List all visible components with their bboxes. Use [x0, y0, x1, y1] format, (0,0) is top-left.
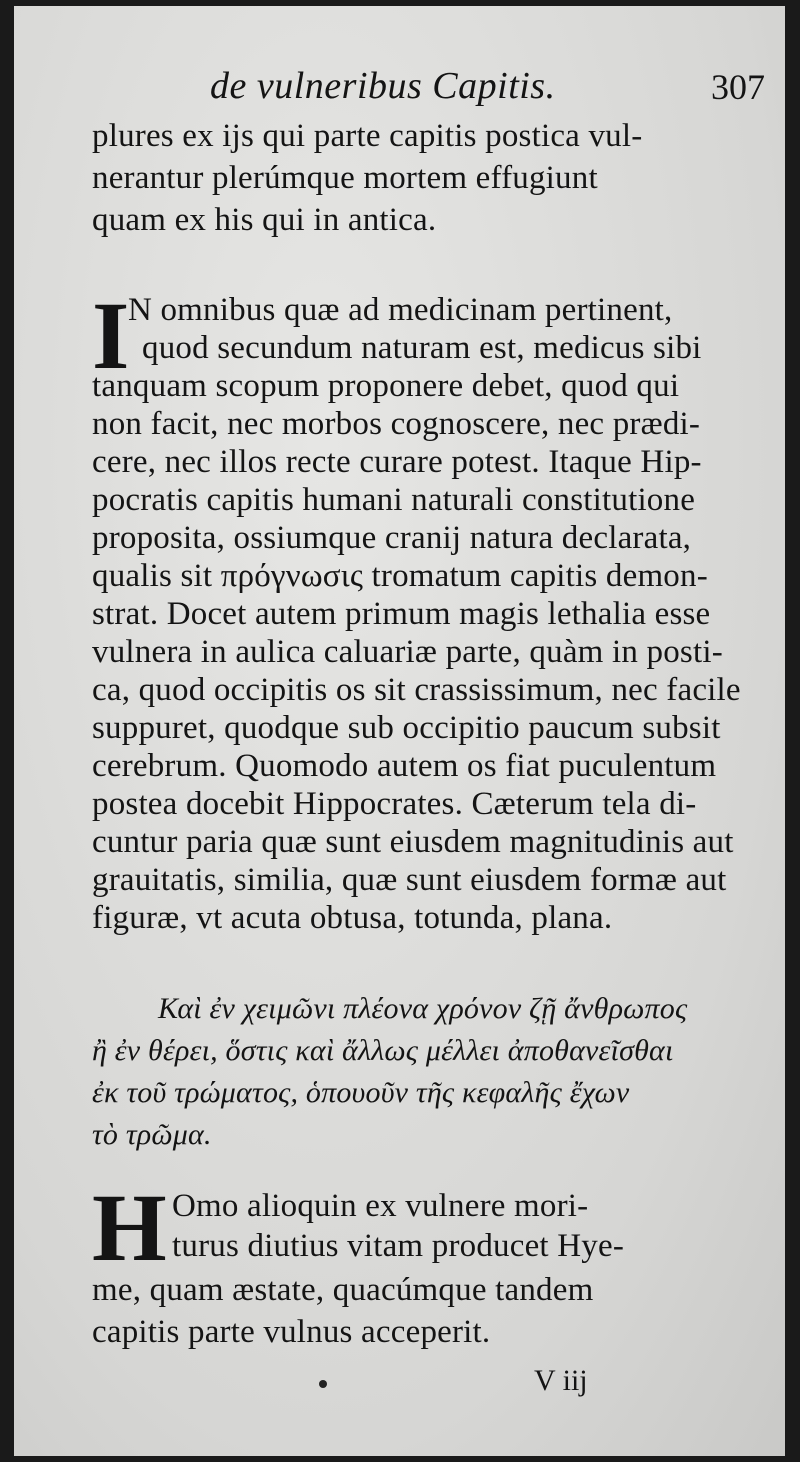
running-title: de vulneribus Capitis. [210, 65, 556, 107]
book-page [14, 6, 785, 1456]
text-line: qualis sit πρόγνωσις tromatum capitis demon- [92, 558, 708, 594]
text-line: Omo alioquin ex vulnere mori- [172, 1188, 589, 1224]
text-line: proposita, ossiumque cranij natura declarata, [92, 520, 692, 556]
text-line: ἢ ἐν θέρει, ὅστις καὶ ἄλλως μέλλει ἀποθανεῖσθαι [92, 1034, 674, 1067]
ink-dot [319, 1380, 327, 1388]
text-line: quod secundum naturam est, medicus sibi [142, 330, 702, 366]
text-line: nerantur plerúmque mortem effugiunt [92, 160, 598, 196]
text-line: τὸ τρῶμα. [92, 1118, 212, 1151]
page-number: 307 [711, 67, 765, 107]
text-line: quam ex his qui in antica. [92, 202, 437, 238]
text-line: vulnera in aulica caluariæ parte, quàm in posti- [92, 634, 723, 670]
text-line: cere, nec illos recte curare potest. Itaque Hip- [92, 444, 702, 480]
signature-mark: V iij [534, 1364, 588, 1397]
text-line: strat. Docet autem primum magis lethalia esse [92, 596, 711, 632]
text-line: cerebrum. Quomodo autem os fiat puculentum [92, 748, 717, 784]
text-line: figuræ, vt acuta obtusa, totunda, plana. [92, 900, 613, 936]
text-line: cuntur paria quæ sunt eiusdem magnitudinis aut [92, 824, 734, 860]
drop-initial-h: H [92, 1174, 167, 1281]
aphorism-greek [92, 992, 767, 1162]
commentary-paragraph-2 [92, 1174, 767, 1358]
text-line: grauitatis, similia, quæ sunt eiusdem formæ aut [92, 862, 727, 898]
text-line: turus diutius vitam producet Hye- [172, 1228, 625, 1264]
text-line: non facit, nec morbos cognoscere, nec prædi- [92, 406, 701, 442]
text-line: postea docebit Hippocrates. Cæterum tela di- [92, 786, 697, 822]
aphorism-latin [92, 118, 767, 248]
text-line: ca, quod occipitis os sit crassissimum, nec facile [92, 672, 741, 708]
drop-initial-i: I [92, 282, 130, 389]
text-line: me, quam æstate, quacúmque tandem [92, 1272, 594, 1308]
text-line: plures ex ijs qui parte capitis postica vul- [92, 118, 643, 154]
text-line: tanquam scopum proponere debet, quod qui [92, 368, 680, 404]
text-line: Καὶ ἐν χειμῶνι πλέονα χρόνον ζῇ ἄνθρωπος [158, 992, 688, 1025]
text-line: ἐκ τοῦ τρώματος, ὁπουοῦν τῆς κεφαλῆς ἔχων [92, 1076, 630, 1109]
commentary-paragraph-1 [92, 282, 767, 952]
text-line: suppuret, quodque sub occipitio paucum subsit [92, 710, 721, 746]
text-line: capitis parte vulnus acceperit. [92, 1314, 491, 1350]
text-line: pocratis capitis humani naturali constitutione [92, 482, 696, 518]
text-line: N omnibus quæ ad medicinam pertinent, [128, 292, 673, 328]
page-header [92, 60, 767, 112]
